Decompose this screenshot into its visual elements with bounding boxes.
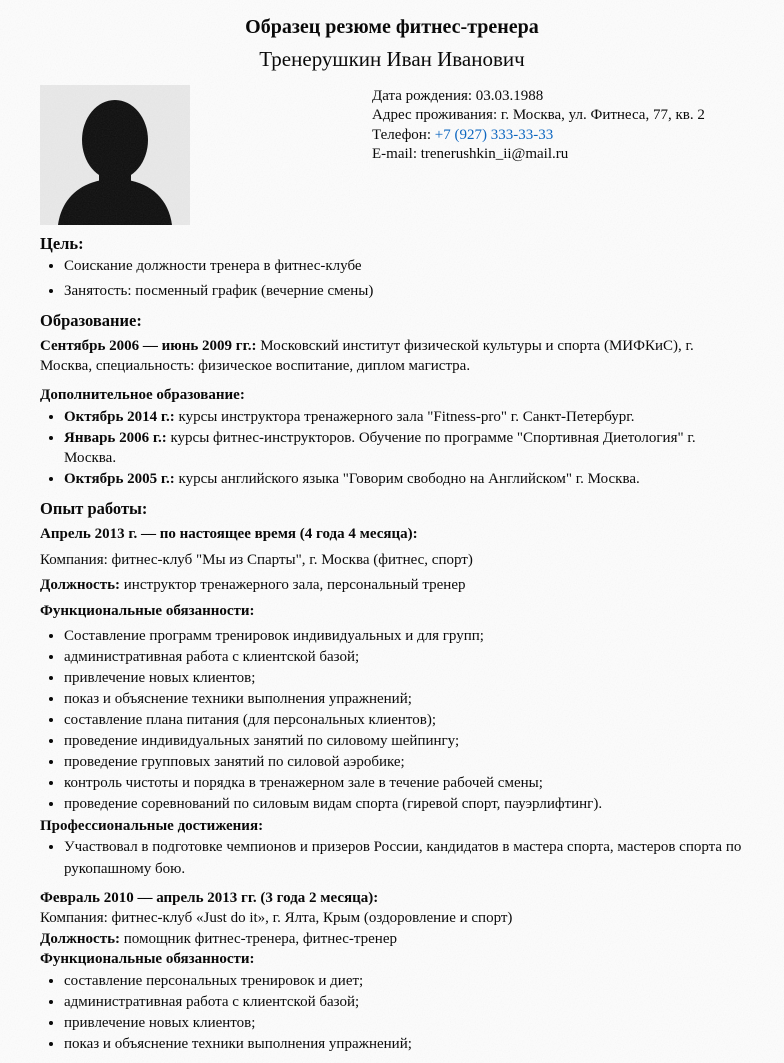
- position-label: Должность:: [40, 930, 121, 947]
- address-line: Адрес проживания: г. Москва, ул. Фитнеса, 77, кв. 2: [372, 107, 705, 124]
- goal-item: • Соискание должности тренера в фитнес-клубе: [64, 257, 744, 277]
- duty-item: • показ и объяснение техники выполнения упражнений;: [64, 690, 744, 710]
- additional-education-item: [64, 408, 744, 428]
- goal-list: [40, 257, 744, 302]
- job-position: [40, 576, 744, 596]
- duties-heading: Функциональные обязанности:: [40, 951, 255, 968]
- course-text: курсы инструктора тренажерного зала "Fitness-pro" г. Санкт-Петербург.: [174, 408, 635, 425]
- phone-line: [372, 126, 705, 145]
- email-line: E-mail: trenerushkin_ii@mail.ru: [372, 145, 569, 162]
- job-period: [40, 525, 744, 545]
- duty-item: • привлечение новых клиентов;: [64, 1014, 744, 1034]
- duties-list: [40, 627, 744, 815]
- duties-heading: Функциональные обязанности:: [40, 602, 255, 619]
- phone-label: Телефон:: [372, 126, 435, 143]
- duty-item: • привлечение новых клиентов;: [64, 669, 744, 689]
- duty-item: • Составление программ тренировок индивидуальных и для групп;: [64, 627, 744, 647]
- duty-item: • проведение соревнований по силовым видам спорта (гиревой спорт, пауэрлифтинг).: [64, 795, 744, 815]
- job-period-text: Апрель 2013 г. — по настоящее время (4 года 4 месяца):: [40, 526, 418, 543]
- goal-item: • Занятость: посменный график (вечерние смены): [64, 282, 744, 302]
- position-text: инструктор тренажерного зала, персональный тренер: [120, 577, 466, 594]
- phone-link[interactable]: +7 (927) 333-33-33: [434, 126, 554, 143]
- page-title: Образец резюме фитнес-тренера: [245, 16, 539, 38]
- contact-info: [372, 85, 705, 164]
- additional-education-list: [40, 408, 744, 490]
- course-date: Январь 2006 г.:: [64, 430, 167, 447]
- duty-item: • составление персональных тренировок и диет;: [64, 972, 744, 992]
- education-text: Московский институт физической культуры и спорта (МИФКиС), г. Москва, специальность: физическое воспитание, диплом магистра.: [40, 338, 694, 374]
- header-row: [40, 85, 744, 225]
- additional-education-heading: Дополнительное образование:: [40, 387, 245, 404]
- duty-item: • проведение индивидуальных занятий по силовому шейпингу;: [64, 732, 744, 752]
- achievements-list: [40, 837, 744, 881]
- duty-item: • составление плана питания (для персональных клиентов);: [64, 711, 744, 731]
- duty-item: • административная работа с клиентской базой;: [64, 993, 744, 1013]
- position-text: помощник фитнес-тренера, фитнес-тренер: [120, 930, 397, 947]
- additional-education-item: [64, 470, 744, 490]
- job-period-text: Февраль 2010 — апрель 2013 гг. (3 года 2 месяца):: [40, 889, 379, 906]
- course-date: Октябрь 2014 г.:: [64, 408, 175, 425]
- profile-photo: [40, 85, 190, 225]
- job-company: Компания: фитнес-клуб «Just do it», г. Ялта, Крым (оздоровление и спорт): [40, 910, 513, 927]
- duty-item: • проведение групповых занятий по силовой аэробике;: [64, 753, 744, 773]
- course-text: курсы фитнес-инструкторов. Обучение по программе "Спортивная Диетология" г. Москва.: [64, 430, 696, 466]
- job-position: [40, 930, 744, 950]
- course-date: Октябрь 2005 г.:: [64, 471, 175, 488]
- course-text: курсы английского языка "Говорим свободно на Английском" г. Москва.: [174, 471, 640, 488]
- achievements-heading: Профессиональные достижения:: [40, 817, 264, 834]
- achievement-item: • Участвовал в подготовке чемпионов и призеров России, кандидатов в мастера спорта, мастеров спорта по рукопашному бою.: [64, 837, 744, 881]
- person-silhouette-icon: [40, 85, 190, 225]
- duty-item: • контроль чистоты и порядка в тренажерном зале в течение рабочей смены;: [64, 774, 744, 794]
- duty-item: • показ и объяснение техники выполнения упражнений;: [64, 1035, 744, 1055]
- person-name: Тренерушкин Иван Иванович: [259, 47, 525, 71]
- birth-date-line: Дата рождения: 03.03.1988: [372, 88, 544, 105]
- section-education-heading: Образование:: [40, 310, 142, 330]
- education-period: Сентябрь 2006 — июнь 2009 гг.:: [40, 338, 257, 355]
- job-company: Компания: фитнес-клуб "Мы из Спарты", г. Москва (фитнес, спорт): [40, 551, 473, 568]
- job-period: [40, 889, 744, 909]
- education-entry: [40, 337, 744, 376]
- duties-list: [40, 972, 744, 1055]
- section-goal-heading: Цель:: [40, 234, 84, 254]
- section-experience-heading: Опыт работы:: [40, 498, 148, 518]
- additional-education-item: [64, 429, 744, 468]
- position-label: Должность:: [40, 577, 121, 594]
- duty-item: • административная работа с клиентской базой;: [64, 648, 744, 668]
